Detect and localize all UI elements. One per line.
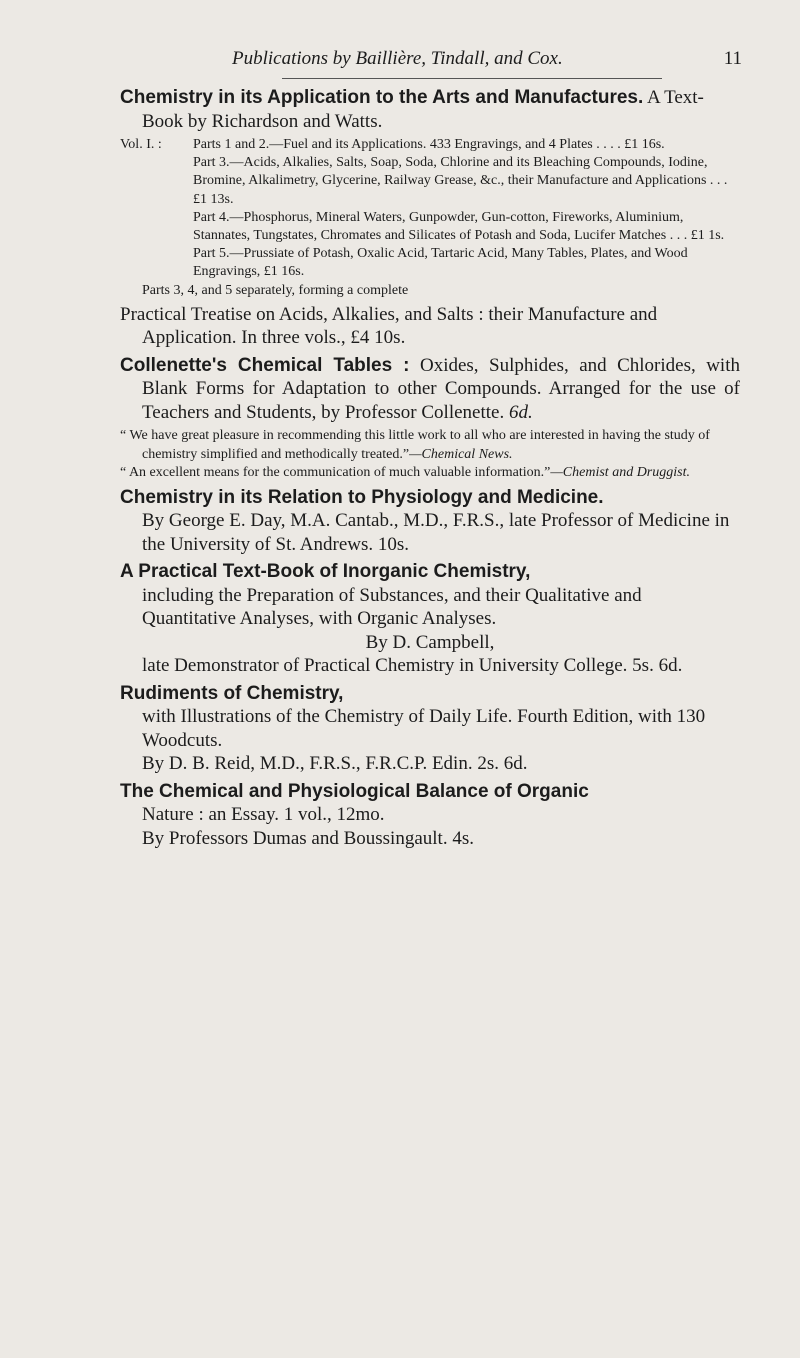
book-title: The Chemical and Physiological Balance of Organic	[120, 780, 589, 802]
book-author: By D. B. Reid, M.D., F.R.S., F.R.C.P. Edin. 2s. 6d.	[142, 753, 528, 775]
book-title: Rudiments of Chemistry,	[120, 682, 344, 704]
part-text: Part 3.—Acids, Alkalies, Salts, Soap, Soda, Chlorine and its Bleaching Compounds, Iodine, Bromine, Alkalimetry, Glycerine, Railway Grease, &c., their Manufacture and Applications . . . £1 13s.	[193, 155, 728, 207]
catalogue-entry	[120, 780, 740, 851]
book-byline: A Text-Book by Richardson and Watts.	[142, 87, 704, 132]
volume-part	[120, 154, 740, 209]
book-price: 6d.	[508, 401, 533, 423]
book-title: Chemistry in its Application to the Arts and Manufactures.	[120, 87, 644, 108]
review-quote	[120, 464, 740, 482]
book-author: By D. Campbell,	[365, 631, 495, 653]
running-title: Publications by Baillière, Tindall, and Cox.	[232, 48, 563, 69]
review-text: “ We have great pleasure in recommending this little work to all who are interested in having the study of chemistry simplified and methodically treated.”	[120, 428, 710, 462]
book-description: Oxides, Sulphides, and Chlorides, with Blank Forms for Adaptation to other Compounds. Arranged for the use of Teachers and Students, by Professor Collenette.	[142, 354, 740, 423]
book-title: Chemistry in its Relation to Physiology and Medicine.	[120, 486, 604, 508]
header-rule	[282, 78, 662, 79]
catalogue-list	[120, 86, 740, 850]
book-description: Nature : an Essay. 1 vol., 12mo.	[142, 804, 385, 826]
running-header	[232, 48, 742, 70]
book-byline: By George E. Day, M.A. Cantab., M.D., F.R.S., late Professor of Medicine in the University of St. Andrews. 10s.	[142, 510, 730, 555]
volume-part	[120, 245, 740, 281]
book-description: with Illustrations of the Chemistry of Daily Life. Fourth Edition, with 130 Woodcuts.	[142, 706, 706, 751]
review-quote	[120, 427, 740, 463]
volume-contents	[120, 136, 740, 300]
related-title: Practical Treatise on Acids, Alkalies, and Salts : their Manufacture and Application. In three vols., £4 10s.	[120, 303, 658, 349]
volume-part	[120, 136, 740, 154]
review-text: “ An excellent means for the communication of much valuable information.”	[120, 464, 551, 480]
page-number: 11	[723, 48, 742, 69]
catalogue-entry	[120, 86, 740, 133]
volume-label: Vol. I. :	[120, 137, 162, 152]
review-source: —Chemical News.	[409, 446, 513, 462]
catalogue-entry	[120, 486, 740, 557]
book-description: including the Preparation of Substances, and their Qualitative and Quantitative Analyses, with Organic Analyses.	[142, 584, 642, 630]
review-source: —Chemist and Druggist.	[550, 464, 690, 480]
catalogue-entry	[120, 682, 740, 776]
part-text: Part 4.—Phosphorus, Mineral Waters, Gunpowder, Gun-cotton, Fireworks, Aluminium, Stannates, Tungstates, Chromates and Silicates of Potash and Soda, Lucifer Matches . . . £1 1s.	[193, 209, 725, 244]
catalogue-entry	[120, 354, 740, 425]
volume-part	[120, 209, 740, 245]
catalogue-entry	[120, 560, 740, 678]
book-author: By Professors Dumas and Boussingault. 4s.	[142, 827, 474, 849]
part-text: Part 5.—Prussiate of Potash, Oxalic Acid, Tartaric Acid, Many Tables, Plates, and Wood Engravings, £1 16s.	[193, 246, 688, 280]
book-title: A Practical Text-Book of Inorganic Chemistry,	[120, 561, 531, 583]
book-title: Collenette's Chemical Tables :	[120, 354, 410, 376]
part-text: Parts 1 and 2.—Fuel and its Applications. 433 Engravings, and 4 Plates . . . . £1 16s.	[193, 137, 665, 152]
series-note: Parts 3, 4, and 5 separately, forming a complete	[142, 282, 409, 298]
author-role: late Demonstrator of Practical Chemistry in University College. 5s. 6d.	[142, 655, 683, 677]
